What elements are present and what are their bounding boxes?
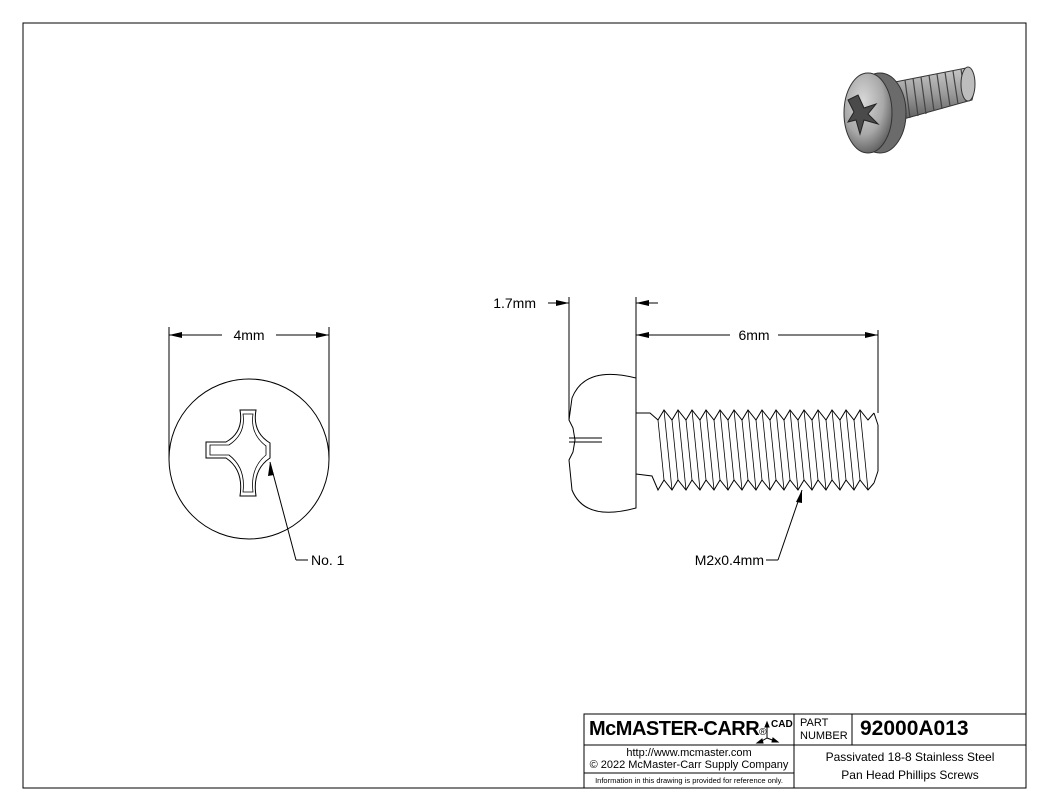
description-line2: Pan Head Phillips Screws [841,768,979,782]
dim-drive-size: No. 1 [311,552,345,568]
website-url: http://www.mcmaster.com [626,747,752,759]
part-label-line1: PART [800,717,829,729]
dim-thread: M2x0.4mm [694,552,764,568]
dim-head-height: 1.7mm [493,295,536,311]
phillips-recess [206,410,270,496]
isometric-screw-render [844,67,975,153]
front-view [169,327,329,560]
part-number: 92000A013 [860,717,969,740]
side-view [548,297,878,560]
thread-profile-top [636,410,874,420]
cad-label: CAD [771,719,793,730]
mcmaster-logo [589,718,766,741]
part-label-line2: NUMBER [800,730,848,742]
logo-text: McMASTER-CARR [589,718,760,740]
head-outline [169,379,329,539]
reference-disclaimer: Information in this drawing is provided for reference only. [595,776,783,785]
dim-head-diameter: 4mm [233,327,265,343]
copyright-notice: © 2022 McMaster-Carr Supply Company [589,759,789,771]
logo-registered-mark: ® [759,727,767,738]
dim-length: 6mm [738,327,770,343]
description-line1: Passivated 18-8 Stainless Steel [825,750,995,764]
head-profile [569,374,636,512]
